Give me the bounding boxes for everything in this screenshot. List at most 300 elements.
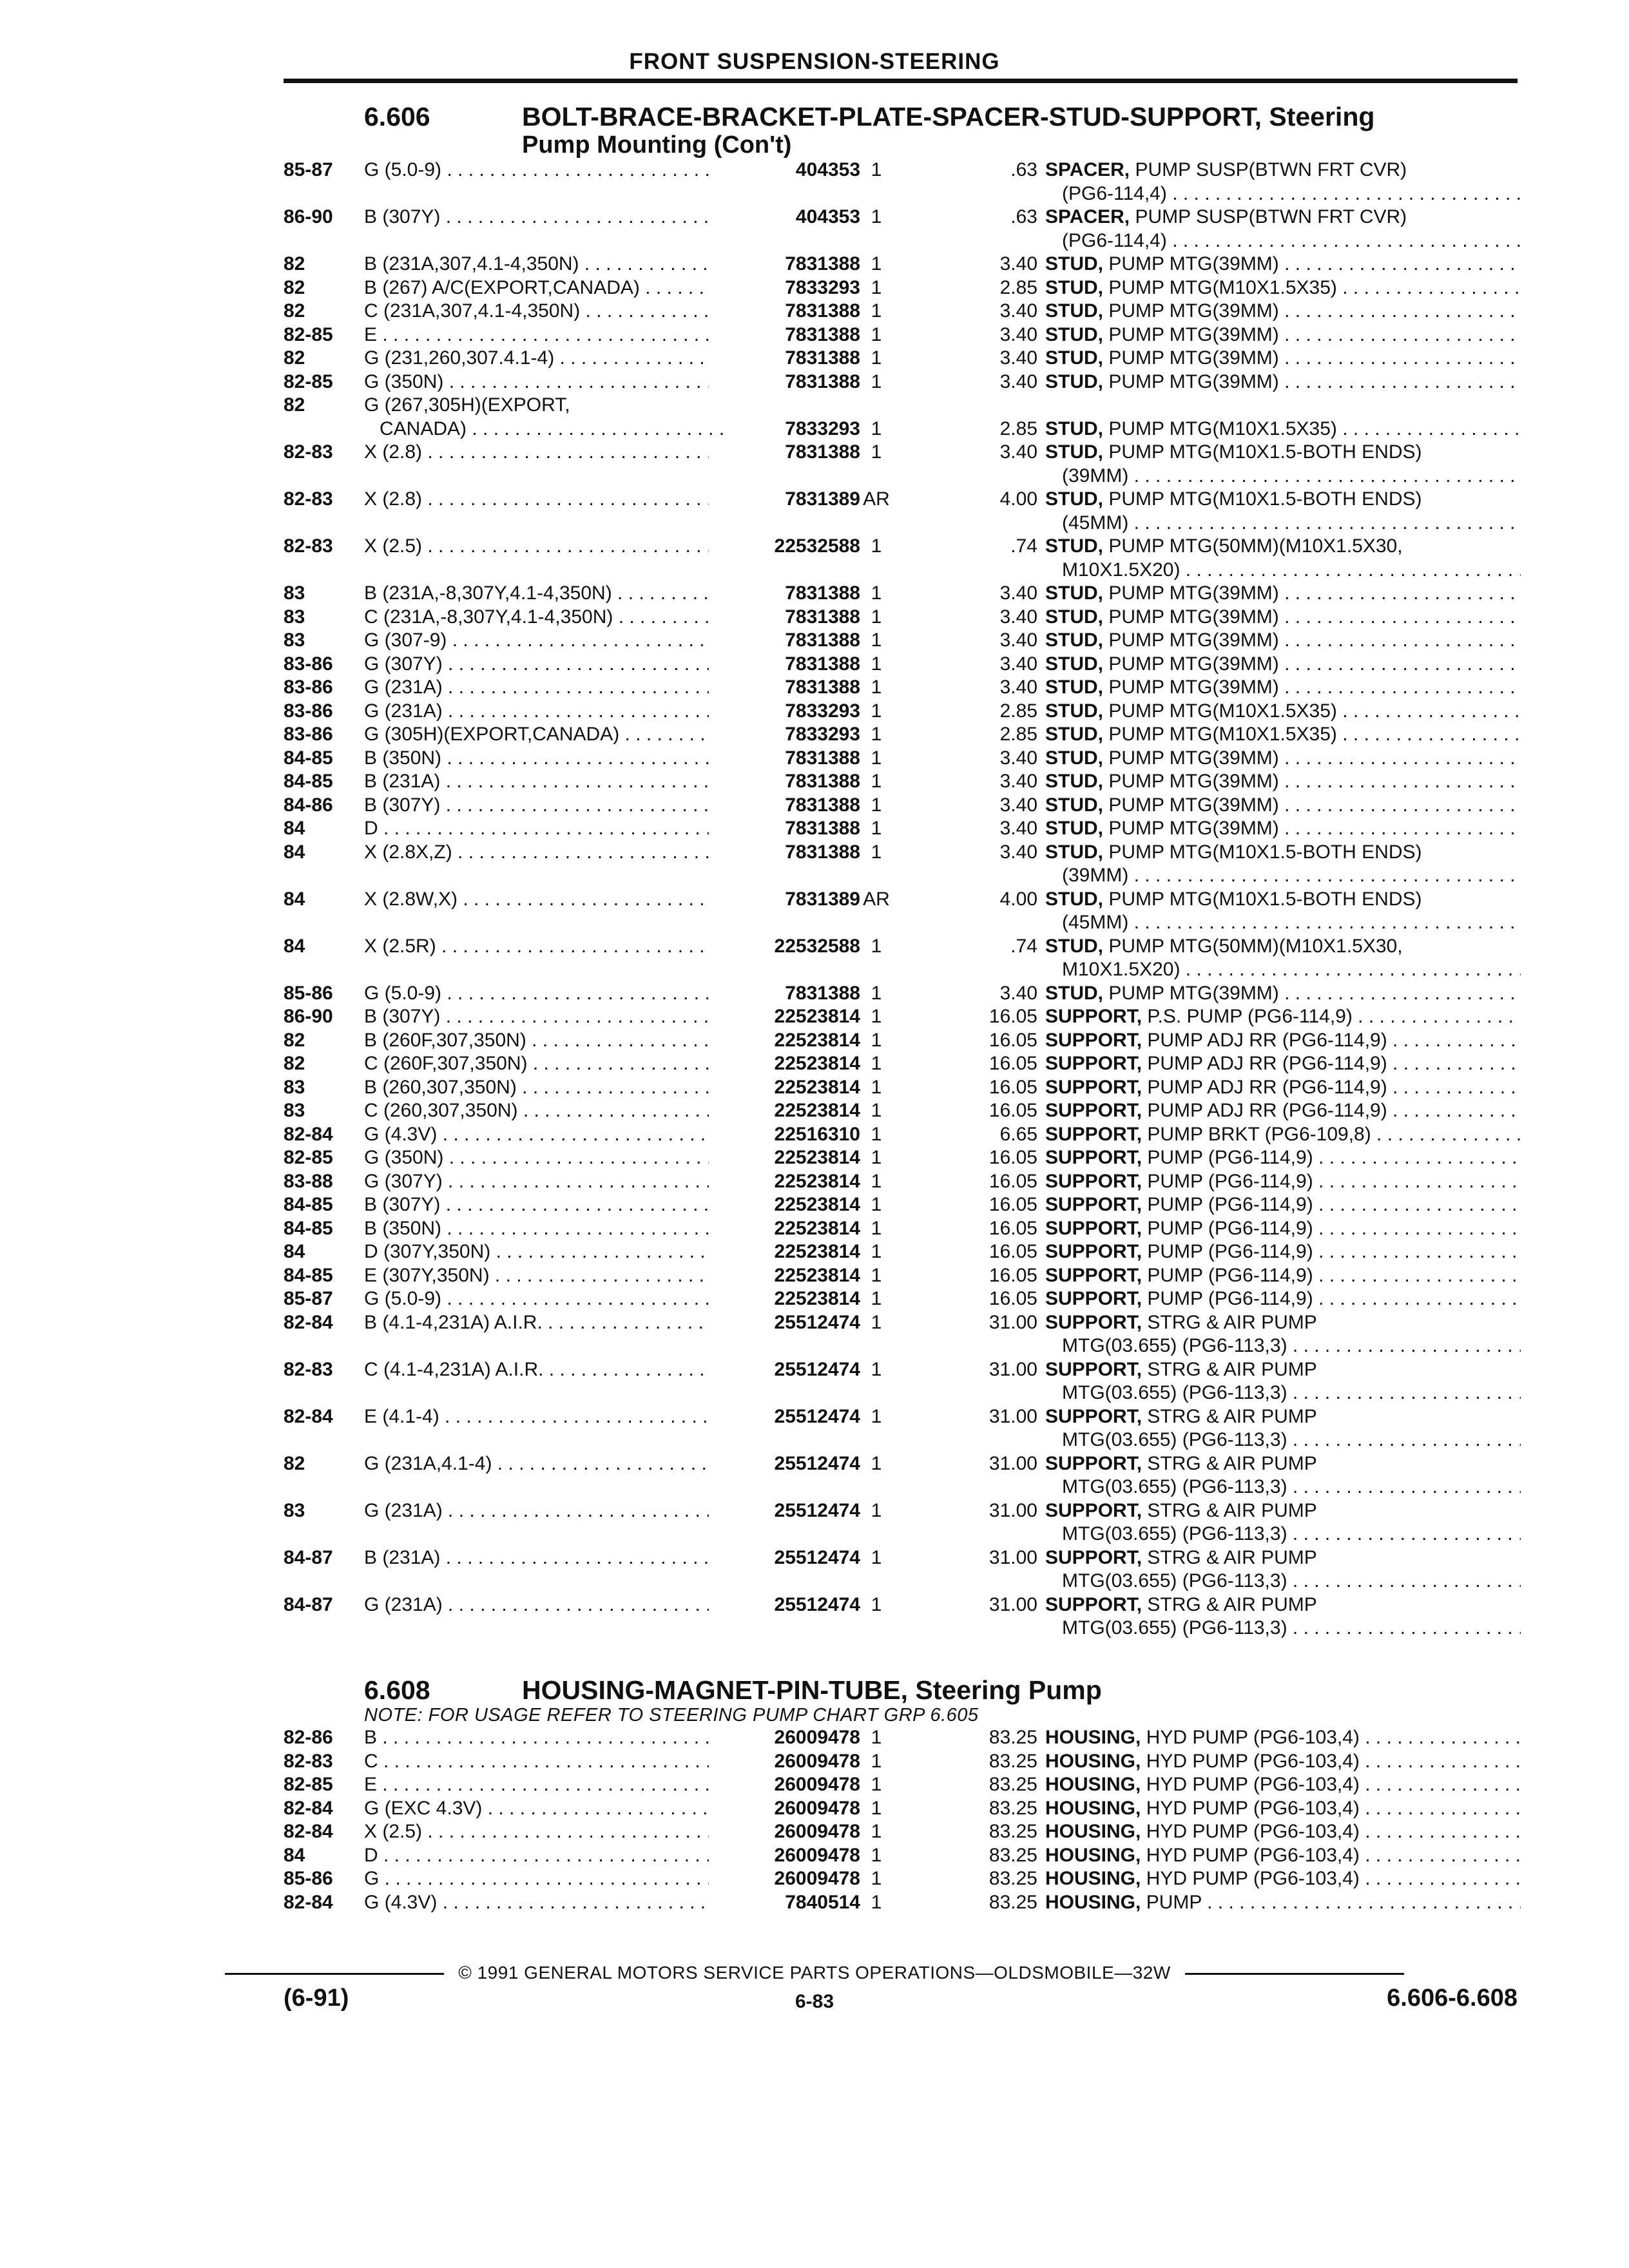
part-name: STUD, — [1045, 629, 1103, 651]
price: 83.25 — [988, 1727, 1037, 1748]
part-description — [1045, 629, 1521, 653]
part-detail: STRG & AIR PUMP — [1142, 1593, 1317, 1615]
parts-row — [284, 441, 1521, 488]
application: B (231A) . . . — [364, 770, 709, 794]
part-number: 404353 — [795, 206, 860, 227]
description-line — [1045, 559, 1521, 582]
part-description — [1045, 300, 1521, 323]
part-name: STUD, — [1045, 606, 1103, 628]
model-years: 84-87 — [284, 1546, 333, 1568]
part-detail: STRG & AIR PUMP — [1142, 1546, 1317, 1568]
description-line — [1045, 1217, 1521, 1241]
application: X (2.5) . . . — [364, 535, 709, 559]
part-detail: PUMP MTG(50MM)(M10X1.5X30, — [1103, 535, 1403, 557]
description-line — [1045, 1773, 1521, 1797]
part-name: SUPPORT, — [1045, 1100, 1142, 1121]
part-detail: (39MM) — [1062, 465, 1129, 486]
description-line — [1045, 700, 1521, 724]
quantity: 1 — [871, 582, 882, 604]
part-description — [1045, 888, 1521, 935]
application: G (231A) . . . — [364, 700, 709, 724]
price: 3.40 — [999, 441, 1037, 463]
section-6-608 — [284, 1675, 1521, 1914]
price: 3.40 — [999, 794, 1037, 816]
description-line — [1045, 1844, 1521, 1868]
quantity: 1 — [871, 629, 882, 651]
parts-row — [284, 1264, 1521, 1288]
model-years: 82-85 — [284, 1774, 333, 1795]
parts-list — [284, 1726, 1521, 1914]
description-line — [1045, 629, 1521, 653]
parts-row — [284, 982, 1521, 1006]
part-name: SUPPORT, — [1045, 1217, 1142, 1239]
application: G (231A) . . . — [364, 676, 709, 700]
part-number: 26009478 — [774, 1727, 860, 1748]
application: E (4.1-4) . . . — [364, 1405, 709, 1429]
model-years: 82-84 — [284, 1405, 333, 1427]
part-detail: M10X1.5X20) — [1062, 959, 1181, 980]
part-detail: MTG(03.655) (PG6-113,3) — [1062, 1570, 1287, 1591]
part-description — [1045, 817, 1521, 841]
model-years: 84 — [284, 935, 305, 957]
price: 83.25 — [988, 1750, 1037, 1772]
part-number: 22523814 — [774, 1076, 860, 1098]
part-detail: (39MM) — [1062, 865, 1129, 886]
model-years: 84 — [284, 888, 305, 910]
description-line — [1045, 1820, 1521, 1844]
part-detail: PUMP MTG(M10X1.5X35) — [1103, 724, 1337, 745]
quantity: 1 — [871, 1499, 882, 1521]
part-description — [1045, 1052, 1521, 1076]
parts-row — [284, 817, 1521, 841]
quantity: 1 — [871, 724, 882, 745]
price: 3.40 — [999, 347, 1037, 369]
quantity: 1 — [871, 253, 882, 274]
model-years: 84 — [284, 1241, 305, 1262]
description-line — [1045, 159, 1521, 182]
parts-row — [284, 629, 1521, 653]
part-number: 7833293 — [785, 418, 860, 439]
part-detail: HYD PUMP (PG6-103,4) — [1141, 1821, 1360, 1842]
parts-row — [284, 300, 1521, 323]
model-years: 82-83 — [284, 441, 333, 463]
part-number: 7831388 — [785, 441, 860, 463]
part-number: 25512474 — [774, 1593, 860, 1615]
description-line — [1045, 676, 1521, 700]
price: 3.40 — [999, 818, 1037, 839]
parts-row — [284, 488, 1521, 535]
part-description — [1045, 1311, 1521, 1358]
part-number: 7833293 — [785, 724, 860, 745]
application: C . . . — [364, 1750, 709, 1774]
parts-row — [284, 1029, 1521, 1053]
part-description — [1045, 488, 1521, 535]
section-6-606 — [284, 102, 1521, 1640]
part-detail: PUMP BRKT (PG6-109,8) — [1142, 1123, 1371, 1145]
application: D . . . — [364, 1844, 709, 1868]
part-description — [1045, 1076, 1521, 1100]
model-years: 82-84 — [284, 1821, 333, 1842]
price: 4.00 — [999, 888, 1037, 910]
part-description — [1045, 1405, 1521, 1452]
part-detail: PUMP MTG(39MM) — [1103, 818, 1279, 839]
price: 16.05 — [988, 1006, 1037, 1027]
description-line — [1045, 911, 1521, 935]
application: CANADA) . . . — [364, 418, 724, 441]
quantity: 1 — [871, 1170, 882, 1192]
quantity: 1 — [871, 1844, 882, 1866]
part-name: STUD, — [1045, 888, 1103, 910]
quantity: 1 — [871, 1774, 882, 1795]
description-line — [1045, 1193, 1521, 1217]
parts-row — [284, 1773, 1521, 1797]
part-number: 22516310 — [774, 1123, 860, 1145]
part-detail: PUMP MTG(M10X1.5-BOTH ENDS) — [1103, 441, 1422, 463]
part-description — [1045, 606, 1521, 629]
description-line — [1045, 418, 1521, 441]
parts-row — [284, 1076, 1521, 1100]
description-line — [1045, 841, 1521, 865]
parts-row — [284, 770, 1521, 794]
part-description — [1045, 206, 1521, 253]
parts-row — [284, 935, 1521, 982]
description-line — [1045, 300, 1521, 323]
model-years: 82 — [284, 276, 305, 298]
part-name: HOUSING, — [1045, 1821, 1141, 1842]
quantity: AR — [863, 888, 890, 910]
model-years: 85-86 — [284, 1868, 333, 1889]
model-years: 82-83 — [284, 535, 333, 557]
price: 16.05 — [988, 1241, 1037, 1262]
part-number: 7831388 — [785, 771, 860, 792]
part-description — [1045, 770, 1521, 794]
part-detail: PUMP MTG(M10X1.5X35) — [1103, 700, 1337, 722]
parts-row — [284, 1867, 1521, 1891]
quantity: 1 — [871, 1076, 882, 1098]
quantity: 1 — [871, 841, 882, 863]
parts-row — [284, 888, 1521, 935]
parts-row — [284, 1099, 1521, 1123]
part-number: 22532588 — [774, 535, 860, 557]
model-years: 82 — [284, 1053, 305, 1074]
quantity: 1 — [871, 1546, 882, 1568]
part-description — [1045, 1099, 1521, 1123]
part-detail: PUMP MTG(39MM) — [1103, 300, 1279, 322]
description-line — [1045, 1358, 1521, 1382]
part-name: STUD, — [1045, 276, 1103, 298]
part-name: SUPPORT, — [1045, 1405, 1142, 1427]
description-line — [1045, 1428, 1521, 1452]
part-detail: HYD PUMP (PG6-103,4) — [1141, 1844, 1360, 1866]
quantity: 1 — [871, 1194, 882, 1215]
part-number: 25512474 — [774, 1405, 860, 1427]
price: 3.40 — [999, 653, 1037, 675]
model-years: 82 — [284, 1452, 305, 1474]
part-name: SUPPORT, — [1045, 1311, 1142, 1333]
part-description — [1045, 535, 1521, 582]
description-line — [1045, 441, 1521, 465]
page-header: FRONT SUSPENSION-STEERING — [629, 49, 1000, 74]
part-description — [1045, 723, 1521, 747]
price: 3.40 — [999, 629, 1037, 651]
model-years: 84 — [284, 1844, 305, 1866]
parts-row — [284, 1546, 1521, 1593]
price: 3.40 — [999, 677, 1037, 698]
description-line — [1045, 1381, 1521, 1405]
application: B (307Y) . . . — [364, 1005, 709, 1029]
parts-row — [284, 1146, 1521, 1170]
part-description — [1045, 1146, 1521, 1170]
part-number: 22532588 — [774, 935, 860, 957]
part-detail: MTG(03.655) (PG6-113,3) — [1062, 1382, 1287, 1403]
model-years: 83-88 — [284, 1170, 333, 1192]
model-years: 83 — [284, 1499, 305, 1521]
part-name: HOUSING, — [1045, 1868, 1141, 1889]
section-heading — [284, 102, 1521, 131]
price: 31.00 — [988, 1452, 1037, 1474]
description-line — [1045, 276, 1521, 300]
application: B (260,307,350N) . . . — [364, 1076, 709, 1100]
application: G . . . — [364, 1867, 709, 1891]
part-description — [1045, 935, 1521, 982]
application: G (5.0-9) . . . — [364, 982, 709, 1006]
part-detail: PUMP MTG(39MM) — [1103, 794, 1279, 816]
description-line — [1045, 747, 1521, 771]
parts-row — [284, 1123, 1521, 1147]
part-detail: (PG6-114,4) — [1062, 229, 1167, 251]
part-description — [1045, 1797, 1521, 1821]
part-name: STUD, — [1045, 747, 1103, 769]
model-years: 83 — [284, 606, 305, 628]
price: 3.40 — [999, 841, 1037, 863]
part-name: STUD, — [1045, 653, 1103, 675]
part-description — [1045, 1891, 1521, 1915]
price: .63 — [1010, 159, 1037, 180]
part-detail: MTG(03.655) (PG6-113,3) — [1062, 1476, 1287, 1497]
application: G (231A,4.1-4) . . . — [364, 1452, 709, 1476]
description-line — [1045, 229, 1521, 253]
part-name: STUD, — [1045, 982, 1103, 1004]
part-detail: PUMP MTG(39MM) — [1103, 677, 1279, 698]
part-name: SUPPORT, — [1045, 1546, 1142, 1568]
part-description — [1045, 1123, 1521, 1147]
application: X (2.8) . . . — [364, 441, 709, 465]
part-detail: PUMP (PG6-114,9) — [1142, 1264, 1313, 1286]
quantity: AR — [863, 488, 890, 510]
price: 3.40 — [999, 771, 1037, 792]
part-description — [1045, 1452, 1521, 1499]
quantity: 1 — [871, 206, 882, 227]
application: E . . . — [364, 323, 709, 347]
price: 16.05 — [988, 1170, 1037, 1192]
quantity: 1 — [871, 1264, 882, 1286]
page-number: 6-83 — [795, 1991, 834, 2012]
application: G (4.3V) . . . — [364, 1891, 709, 1915]
price: 2.85 — [999, 418, 1037, 439]
part-number: 26009478 — [774, 1774, 860, 1795]
header-rule — [284, 79, 1518, 83]
price: 16.05 — [988, 1217, 1037, 1239]
model-years: 84-85 — [284, 1217, 333, 1239]
price: 3.40 — [999, 253, 1037, 274]
part-name: HOUSING, — [1045, 1844, 1141, 1866]
description-line — [1045, 958, 1521, 982]
part-name: STUD, — [1045, 935, 1103, 957]
parts-row — [284, 1240, 1521, 1264]
part-description — [1045, 441, 1521, 488]
part-number: 7831389 — [785, 488, 860, 510]
part-detail: PUMP ADJ RR (PG6-114,9) — [1142, 1053, 1387, 1074]
model-years: 82 — [284, 300, 305, 322]
parts-row — [284, 1311, 1521, 1358]
part-detail: PUMP (PG6-114,9) — [1142, 1217, 1313, 1239]
quantity: 1 — [871, 1241, 882, 1262]
part-description — [1045, 1726, 1521, 1750]
description-line — [1045, 888, 1521, 912]
parts-row — [284, 1452, 1521, 1499]
model-years: 84-85 — [284, 771, 333, 792]
application: E (307Y,350N) . . . — [364, 1264, 709, 1288]
parts-row — [284, 794, 1521, 818]
parts-row — [284, 1405, 1521, 1452]
part-name: HOUSING, — [1045, 1797, 1141, 1819]
price: 83.25 — [988, 1797, 1037, 1819]
part-number: 7833293 — [785, 276, 860, 298]
description-line — [1045, 488, 1521, 512]
parts-row — [284, 206, 1521, 253]
part-detail: HYD PUMP (PG6-103,4) — [1141, 1727, 1360, 1748]
footer-rule-left — [225, 1973, 444, 1975]
part-name: STUD, — [1045, 323, 1103, 345]
price: 16.05 — [988, 1053, 1037, 1074]
part-name: STUD, — [1045, 841, 1103, 863]
part-description — [1045, 159, 1521, 206]
parts-row — [284, 253, 1521, 276]
section-number: 6.606 — [364, 102, 430, 131]
model-years: 82-85 — [284, 1147, 333, 1168]
part-name: SUPPORT, — [1045, 1288, 1142, 1309]
part-detail: (PG6-114,4) — [1062, 182, 1167, 204]
revision-date: (6-91) — [284, 1984, 349, 2012]
part-number: 7831388 — [785, 323, 860, 345]
part-number: 22523814 — [774, 1100, 860, 1121]
part-name: SUPPORT, — [1045, 1593, 1142, 1615]
price: 16.05 — [988, 1264, 1037, 1286]
part-name: STUD, — [1045, 300, 1103, 322]
part-number: 25512474 — [774, 1499, 860, 1521]
part-name: STUD, — [1045, 771, 1103, 792]
description-line — [1045, 1726, 1521, 1750]
price: 31.00 — [988, 1593, 1037, 1615]
part-number: 22523814 — [774, 1029, 860, 1051]
parts-row — [284, 582, 1521, 606]
part-number: 7831388 — [785, 347, 860, 369]
parts-row — [284, 1844, 1521, 1868]
application: D . . . — [364, 817, 709, 841]
parts-row — [284, 747, 1521, 771]
model-years: 82-84 — [284, 1123, 333, 1145]
description-line — [1045, 582, 1521, 606]
part-description — [1045, 1750, 1521, 1774]
description-line — [1045, 1334, 1521, 1358]
parts-row — [284, 1193, 1521, 1217]
part-number: 26009478 — [774, 1797, 860, 1819]
application: X (2.8X,Z) . . . — [364, 841, 709, 865]
parts-row — [284, 653, 1521, 677]
parts-row — [284, 1593, 1521, 1640]
group-range: 6.606-6.608 — [1387, 1984, 1518, 2012]
model-years: 86-90 — [284, 206, 333, 227]
part-detail: STRG & AIR PUMP — [1142, 1358, 1317, 1380]
model-years: 83 — [284, 1076, 305, 1098]
application: B (260F,307,350N) . . . — [364, 1029, 709, 1053]
part-name: STUD, — [1045, 818, 1103, 839]
description-line — [1045, 1240, 1521, 1264]
description-line — [1045, 1797, 1521, 1821]
model-years: 82 — [284, 1029, 305, 1051]
quantity: 1 — [871, 1311, 882, 1333]
part-detail: PUMP (PG6-114,9) — [1142, 1241, 1313, 1262]
description-line — [1045, 323, 1521, 347]
part-detail: PUMP MTG(50MM)(M10X1.5X30, — [1103, 935, 1403, 957]
part-description — [1045, 1217, 1521, 1241]
description-line — [1045, 1076, 1521, 1100]
part-description — [1045, 653, 1521, 677]
price: 16.05 — [988, 1100, 1037, 1121]
price: 31.00 — [988, 1311, 1037, 1333]
part-description — [1045, 676, 1521, 700]
model-years: 82-83 — [284, 1750, 333, 1772]
part-name: SUPPORT, — [1045, 1006, 1142, 1027]
model-years: 85-87 — [284, 1288, 333, 1309]
price: 16.05 — [988, 1029, 1037, 1051]
part-name: STUD, — [1045, 370, 1103, 392]
price: 3.40 — [999, 582, 1037, 604]
parts-row — [284, 723, 1521, 747]
part-detail: PUMP SUSP(BTWN FRT CVR) — [1130, 159, 1407, 180]
quantity: 1 — [871, 347, 882, 369]
model-years: 83-86 — [284, 700, 333, 722]
description-line — [1045, 794, 1521, 818]
part-name: SUPPORT, — [1045, 1358, 1142, 1380]
description-line — [1045, 1891, 1521, 1915]
model-years: 84-87 — [284, 1593, 333, 1615]
description-line — [1045, 1405, 1521, 1429]
section-number: 6.608 — [364, 1675, 430, 1705]
part-detail: PUMP (PG6-114,9) — [1142, 1194, 1313, 1215]
model-years: 82 — [284, 253, 305, 274]
description-line — [1045, 723, 1521, 747]
part-description — [1045, 1546, 1521, 1593]
model-years: 84-85 — [284, 1264, 333, 1286]
model-years: 83 — [284, 582, 305, 604]
description-line — [1045, 1546, 1521, 1570]
application: G (350N) . . . — [364, 1146, 709, 1170]
part-name: SUPPORT, — [1045, 1123, 1142, 1145]
part-number: 22523814 — [774, 1241, 860, 1262]
part-name: HOUSING, — [1045, 1891, 1141, 1913]
model-years: 84-85 — [284, 1194, 333, 1215]
part-description — [1045, 1170, 1521, 1194]
quantity: 1 — [871, 441, 882, 463]
part-detail: PUMP MTG(39MM) — [1103, 582, 1279, 604]
description-line — [1045, 1499, 1521, 1523]
parts-row — [284, 370, 1521, 394]
part-detail: P.S. PUMP (PG6-114,9) — [1142, 1006, 1353, 1027]
price: 16.05 — [988, 1288, 1037, 1309]
price: 31.00 — [988, 1358, 1037, 1380]
application: E . . . — [364, 1773, 709, 1797]
